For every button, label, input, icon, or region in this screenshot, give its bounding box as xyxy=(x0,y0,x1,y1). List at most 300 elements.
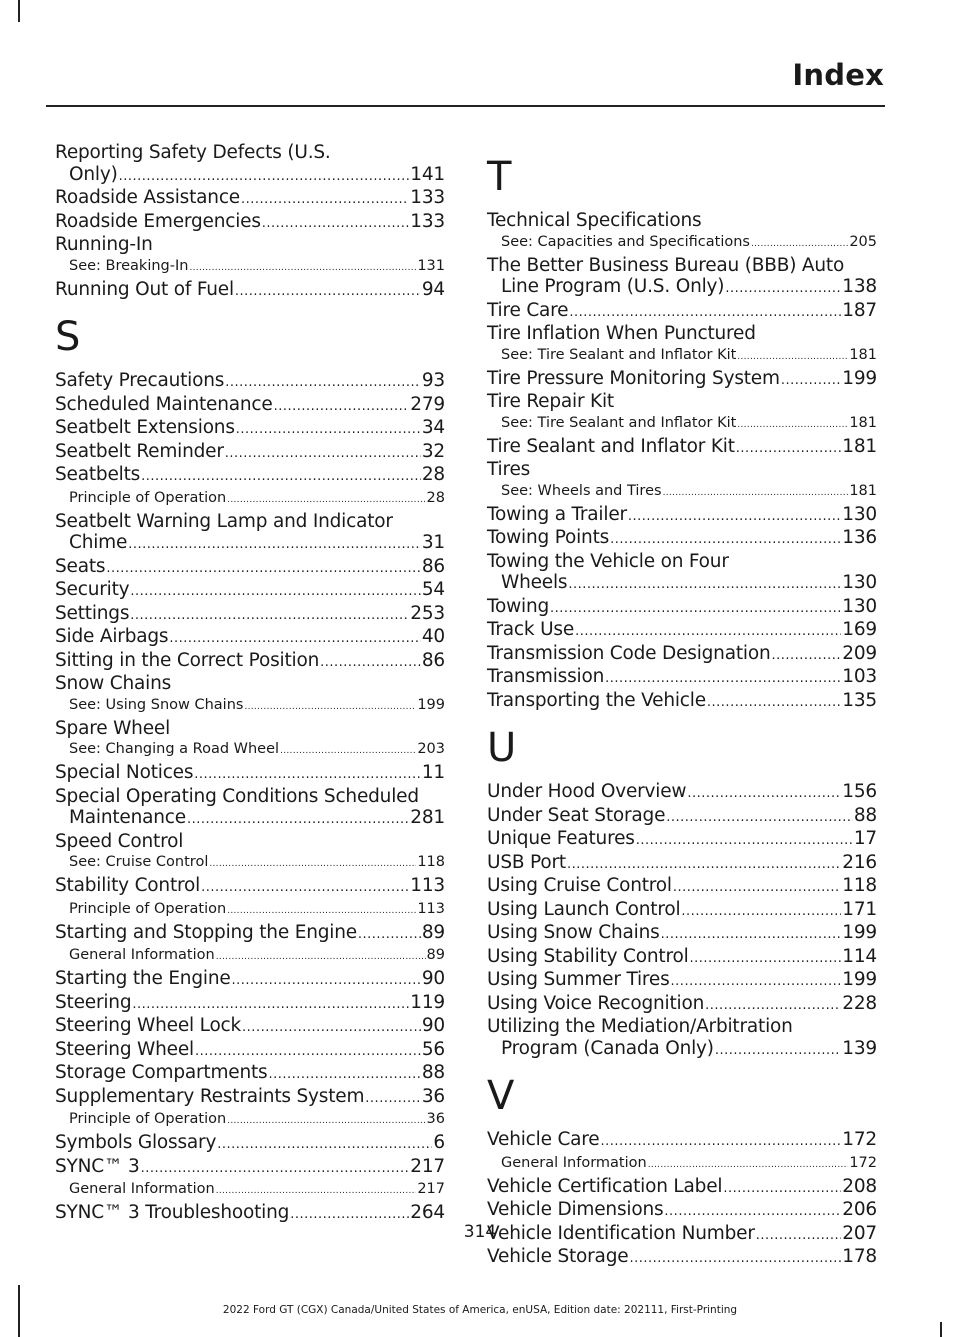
index-entry-line xyxy=(55,211,445,235)
index-heading xyxy=(487,210,877,232)
subentry-text: General Information xyxy=(69,1181,215,1197)
index-entry-line xyxy=(55,875,445,899)
subentry-page: 113 xyxy=(417,900,445,917)
leader-dots xyxy=(666,807,853,829)
leader-dots xyxy=(141,1158,410,1180)
index-subentry xyxy=(55,488,445,511)
index-entry-page: 17 xyxy=(853,828,877,849)
index-entry-first-line: Seatbelt Warning Lamp and Indicator xyxy=(55,510,393,532)
index-entry-text: Vehicle Dimensions xyxy=(487,1199,664,1220)
leader-dots xyxy=(736,438,842,460)
index-entry-line xyxy=(55,187,445,211)
index-entry-page: 90 xyxy=(421,968,445,989)
leader-dots xyxy=(241,189,409,211)
subentry-text: See: Using Snow Chains xyxy=(69,696,244,713)
subentry-page: 203 xyxy=(417,741,445,757)
crop-mark-bottom-right xyxy=(940,1322,942,1337)
index-entry-text: Seatbelt Extensions xyxy=(55,417,235,438)
index-entry xyxy=(487,690,877,714)
index-entry-line xyxy=(487,1038,877,1062)
index-heading xyxy=(55,234,445,256)
index-entry-text: Unique Features xyxy=(487,828,635,849)
index-entry-page: 94 xyxy=(421,278,445,300)
index-entry xyxy=(487,781,877,805)
index-entry-text: Starting and Stopping the Engine xyxy=(55,921,357,943)
index-entry xyxy=(55,1156,445,1180)
index-entry-line xyxy=(55,1132,445,1156)
index-entry-page: 136 xyxy=(842,527,877,548)
index-entry-text: Towing xyxy=(487,595,550,617)
leader-dots xyxy=(128,534,421,556)
index-entry xyxy=(487,805,877,829)
index-entry-line xyxy=(55,922,445,946)
section-letter: T xyxy=(487,154,512,200)
index-entry-page: 86 xyxy=(421,555,445,577)
leader-dots xyxy=(751,234,848,255)
index-entry-text: Transmission Code Designation xyxy=(487,642,771,664)
index-entry-text: Program (Canada Only) xyxy=(501,1037,714,1059)
leader-dots xyxy=(568,574,841,596)
index-heading-text: Spare Wheel xyxy=(55,717,171,739)
index-entry-line xyxy=(487,969,877,993)
index-subentry xyxy=(55,695,445,718)
index-entry-line xyxy=(55,762,445,786)
index-column-left xyxy=(55,142,445,1226)
leader-dots xyxy=(232,970,421,992)
index-entry-page: 206 xyxy=(842,1199,877,1220)
index-entry xyxy=(55,626,445,650)
leader-dots xyxy=(195,1041,421,1063)
leader-dots xyxy=(217,1134,432,1156)
index-entry-text: Roadside Emergencies xyxy=(55,210,261,232)
index-entry-line xyxy=(487,504,877,528)
index-entry-text: Vehicle Identification Number xyxy=(487,1222,755,1244)
index-entry-text: Storage Compartments xyxy=(55,1062,268,1083)
index-entry xyxy=(487,300,877,324)
index-entry-text: Supplementary Restraints System xyxy=(55,1085,365,1107)
subentry-text: General Information xyxy=(501,1154,647,1171)
index-entry-text: Using Stability Control xyxy=(487,945,689,967)
index-entry-page: 89 xyxy=(421,921,445,943)
leader-dots xyxy=(209,854,416,875)
index-entry-page: 172 xyxy=(842,1129,877,1150)
index-entry-text: Only) xyxy=(69,163,118,185)
subentry-page: 172 xyxy=(849,1154,877,1171)
index-entry-page: 34 xyxy=(421,417,445,438)
subentry-page: 205 xyxy=(849,233,877,250)
index-entry-text: Side Airbags xyxy=(55,626,169,647)
index-entry-line xyxy=(55,1015,445,1039)
leader-dots xyxy=(569,302,841,324)
index-entry-text: Seatbelts xyxy=(55,464,141,485)
leader-dots xyxy=(194,764,421,786)
index-heading xyxy=(55,831,445,853)
index-entry-text: Sitting in the Correct Position xyxy=(55,649,320,671)
index-entry-page: 86 xyxy=(421,649,445,671)
leader-dots xyxy=(687,783,841,805)
leader-dots xyxy=(225,372,421,394)
index-entry-text: Tire Sealant and Inflator Kit xyxy=(487,435,735,457)
leader-dots xyxy=(242,1017,421,1039)
subentry-text: See: Breaking-In xyxy=(69,257,189,274)
index-entry-text: Wheels xyxy=(501,572,568,593)
leader-dots xyxy=(365,1088,421,1110)
leader-dots xyxy=(201,877,409,899)
index-entry-text: Using Snow Chains xyxy=(487,922,660,943)
subentry-page: 217 xyxy=(417,1181,445,1197)
section-letter: S xyxy=(55,314,81,360)
index-entry-line xyxy=(487,643,877,667)
subentry-text: Principle of Operation xyxy=(69,900,227,917)
leader-dots xyxy=(781,370,841,392)
index-entry-text: Settings xyxy=(55,602,130,624)
subentry-text: See: Changing a Road Wheel xyxy=(69,741,280,757)
index-entry-line xyxy=(55,417,445,441)
index-entry xyxy=(55,922,445,946)
leader-dots xyxy=(358,924,421,946)
leader-dots xyxy=(169,628,421,650)
index-subentry xyxy=(487,1153,877,1176)
index-entry-text: Vehicle Care xyxy=(487,1129,600,1150)
index-entry-line xyxy=(487,993,877,1017)
index-entry xyxy=(55,417,445,441)
index-entry-line xyxy=(55,164,445,188)
index-entry-line xyxy=(487,922,877,946)
index-subentry xyxy=(487,232,877,255)
index-entry-page: 135 xyxy=(842,689,877,711)
index-entry-line xyxy=(55,1039,445,1063)
index-entry-line xyxy=(55,807,445,831)
index-entry xyxy=(487,1176,877,1200)
leader-dots xyxy=(119,166,410,188)
index-entry-line xyxy=(55,968,445,992)
leader-dots xyxy=(262,213,410,235)
leader-dots xyxy=(648,1155,849,1176)
index-entry xyxy=(487,551,877,596)
index-entry-line xyxy=(55,464,445,488)
leader-dots xyxy=(225,443,421,465)
index-entry-text: Towing Points xyxy=(487,527,610,548)
index-entry xyxy=(487,619,877,643)
index-entry-page: 118 xyxy=(842,875,877,896)
subentry-page: 181 xyxy=(849,414,877,431)
index-entry xyxy=(55,511,445,556)
index-entry-text: Special Notices xyxy=(55,762,194,783)
index-entry xyxy=(487,666,877,690)
index-entry-line xyxy=(487,805,877,829)
index-heading-text: Running-In xyxy=(55,234,153,255)
index-entry-line xyxy=(487,781,877,805)
index-entry-page: 40 xyxy=(421,626,445,647)
leader-dots xyxy=(216,947,426,968)
index-entry-line xyxy=(55,992,445,1016)
index-entry-line xyxy=(487,690,877,714)
index-entry xyxy=(55,1132,445,1156)
index-entry-text: Roadside Assistance xyxy=(55,187,240,208)
index-entry xyxy=(487,1246,877,1270)
index-subentry xyxy=(487,413,877,436)
subentry-page: 89 xyxy=(426,947,445,963)
index-heading-text: Snow Chains xyxy=(55,673,172,694)
index-entry-page: 36 xyxy=(421,1085,445,1107)
leader-dots xyxy=(664,1201,841,1223)
index-entry-page: 169 xyxy=(842,619,877,640)
index-entry-line xyxy=(55,394,445,418)
index-entry-text: Seats xyxy=(55,555,106,577)
leader-dots xyxy=(216,1181,417,1202)
leader-dots xyxy=(605,668,841,690)
index-entry-text: Steering Wheel xyxy=(55,1038,194,1060)
index-entry-page: 207 xyxy=(842,1222,877,1244)
leader-dots xyxy=(771,645,841,667)
index-entry-text: Chime xyxy=(69,532,128,553)
index-entry-page: 88 xyxy=(421,1062,445,1083)
subentry-text: See: Tire Sealant and Inflator Kit xyxy=(501,346,737,363)
index-entry xyxy=(55,786,445,831)
leader-dots xyxy=(661,924,842,946)
index-heading xyxy=(487,459,877,481)
index-entry-text: Steering xyxy=(55,991,132,1013)
leader-dots xyxy=(550,598,841,620)
index-entry xyxy=(55,142,445,187)
leader-dots xyxy=(130,581,420,603)
index-entry-page: 139 xyxy=(842,1037,877,1059)
index-entry xyxy=(55,464,445,488)
index-heading-text: Tire Repair Kit xyxy=(487,391,614,412)
index-entry-page: 130 xyxy=(842,572,877,593)
subentry-text: See: Tire Sealant and Inflator Kit xyxy=(501,414,737,431)
index-entry-page: 208 xyxy=(842,1175,877,1197)
index-entry-page: 113 xyxy=(410,875,445,896)
index-entry xyxy=(487,436,877,460)
subentry-text: See: Cruise Control xyxy=(69,854,209,870)
leader-dots xyxy=(737,347,848,368)
leader-dots xyxy=(628,506,841,528)
index-entry-line xyxy=(487,875,877,899)
index-entry-text: Vehicle Certification Label xyxy=(487,1175,723,1197)
index-entry-text: Tire Care xyxy=(487,299,569,321)
index-subentry xyxy=(487,481,877,504)
index-entry-page: 281 xyxy=(410,807,445,828)
index-entry-page: 130 xyxy=(842,595,877,617)
index-entry-line xyxy=(487,436,877,460)
leader-dots xyxy=(567,854,841,876)
subentry-text: See: Wheels and Tires xyxy=(501,482,662,499)
page-number: 314 xyxy=(463,1222,497,1242)
index-entry xyxy=(487,504,877,528)
index-heading xyxy=(487,391,877,413)
subentry-page: 181 xyxy=(849,346,877,363)
index-column-right xyxy=(487,142,877,1270)
index-entry-page: 138 xyxy=(842,276,877,297)
leader-dots xyxy=(244,697,416,718)
index-entry-page: 130 xyxy=(842,503,877,525)
index-entry xyxy=(487,875,877,899)
index-entry-text: Starting the Engine xyxy=(55,968,231,989)
index-entry-line xyxy=(487,828,877,852)
index-entry xyxy=(487,969,877,993)
index-entry-page: 31 xyxy=(421,532,445,553)
index-entry-line xyxy=(55,279,445,303)
leader-dots xyxy=(671,971,842,993)
index-entry-line xyxy=(487,666,877,690)
index-entry-text: Using Voice Recognition xyxy=(487,992,705,1014)
index-subentry xyxy=(55,899,445,922)
index-entry-page: 209 xyxy=(842,642,877,664)
index-entry xyxy=(487,899,877,923)
subentry-page: 181 xyxy=(849,482,877,499)
index-entry-page: 133 xyxy=(410,210,445,232)
index-entry-page: 217 xyxy=(410,1155,445,1177)
index-entry-text: USB Port xyxy=(487,851,566,873)
index-entry-page: 114 xyxy=(842,945,877,967)
index-heading-text: Technical Specifications xyxy=(487,210,702,231)
index-entry-line xyxy=(487,596,877,620)
leader-dots xyxy=(106,558,421,580)
index-entry-text: Towing a Trailer xyxy=(487,503,627,525)
crop-mark-top-left xyxy=(18,0,20,22)
index-entry-text: Under Hood Overview xyxy=(487,781,687,802)
index-entry-page: 199 xyxy=(842,969,877,990)
index-entry xyxy=(487,1129,877,1153)
index-entry-first-line: Utilizing the Mediation/Arbitration xyxy=(487,1016,793,1037)
index-entry-line xyxy=(55,1062,445,1086)
index-entry-page: 11 xyxy=(421,762,445,783)
page-title: Index xyxy=(792,58,884,92)
index-entry xyxy=(55,279,445,303)
index-entry xyxy=(487,596,877,620)
index-entry xyxy=(55,1086,445,1110)
index-subentry xyxy=(55,256,445,279)
index-subentry xyxy=(55,1109,445,1132)
index-entry-line xyxy=(487,619,877,643)
index-entry xyxy=(55,370,445,394)
leader-dots xyxy=(227,901,416,922)
index-entry-line xyxy=(487,1199,877,1223)
leader-dots xyxy=(189,258,416,279)
index-entry-line xyxy=(487,946,877,970)
index-entry xyxy=(55,968,445,992)
subentry-text: Principle of Operation xyxy=(69,1111,227,1127)
index-entry-page: 90 xyxy=(421,1015,445,1036)
leader-dots xyxy=(130,605,409,627)
index-entry xyxy=(55,579,445,603)
index-entry-line xyxy=(55,626,445,650)
index-entry xyxy=(55,211,445,235)
index-entry xyxy=(487,993,877,1017)
leader-dots xyxy=(737,415,848,436)
index-entry-text: Steering Wheel Lock xyxy=(55,1015,242,1036)
index-entry-line xyxy=(487,1246,877,1270)
index-entry-page: 119 xyxy=(410,991,445,1013)
index-entry-text: Using Launch Control xyxy=(487,898,681,920)
index-entry xyxy=(55,556,445,580)
index-entry-line xyxy=(55,603,445,627)
leader-dots xyxy=(575,621,841,643)
index-entry-first-line: Special Operating Conditions Scheduled xyxy=(55,785,419,807)
index-entry-line xyxy=(487,572,877,596)
index-entry-text: Seatbelt Reminder xyxy=(55,440,224,462)
leader-dots xyxy=(600,1131,841,1153)
index-entry-line xyxy=(487,1176,877,1200)
index-entry xyxy=(55,875,445,899)
leader-dots xyxy=(690,948,842,970)
index-entry-page: 56 xyxy=(421,1038,445,1060)
index-entry-page: 88 xyxy=(853,804,877,826)
header-divider xyxy=(46,105,885,107)
index-entry-text: Vehicle Storage xyxy=(487,1246,629,1267)
index-entry-line xyxy=(55,556,445,580)
index-entry-page: 181 xyxy=(842,435,877,457)
leader-dots xyxy=(227,490,425,511)
index-entry-page: 133 xyxy=(410,187,445,208)
index-entry-line xyxy=(487,368,877,392)
edition-footer: 2022 Ford GT (CGX) Canada/United States of America, enUSA, Edition date: 202111, First-Printing xyxy=(222,1304,738,1316)
leader-dots xyxy=(629,1248,841,1270)
leader-dots xyxy=(132,994,409,1016)
index-entry xyxy=(487,643,877,667)
subentry-text: See: Capacities and Specifications xyxy=(501,233,750,250)
index-entry-page: 279 xyxy=(410,393,445,415)
index-entry-text: Safety Precautions xyxy=(55,370,225,391)
index-subentry xyxy=(55,852,445,875)
index-entry-text: Maintenance xyxy=(69,807,186,828)
index-entry-page: 54 xyxy=(421,579,445,600)
index-entry xyxy=(55,1039,445,1063)
leader-dots xyxy=(227,1111,425,1132)
index-entry-line xyxy=(55,370,445,394)
index-entry-page: 93 xyxy=(421,370,445,391)
index-entry-page: 141 xyxy=(410,163,445,185)
index-entry-page: 216 xyxy=(842,851,877,873)
index-entry xyxy=(55,603,445,627)
subentry-page: 131 xyxy=(417,257,445,274)
index-heading xyxy=(487,323,877,345)
index-heading xyxy=(55,673,445,695)
subentry-page: 36 xyxy=(426,1111,445,1127)
index-entry-text: SYNC™ 3 xyxy=(55,1155,140,1177)
leader-dots xyxy=(320,652,421,674)
index-heading xyxy=(55,718,445,740)
index-entry-text: Transporting the Vehicle xyxy=(487,689,706,711)
index-subentry xyxy=(55,945,445,968)
index-entry xyxy=(487,255,877,300)
index-entry-line xyxy=(55,650,445,674)
index-entry-page: 28 xyxy=(421,464,445,485)
index-entry xyxy=(55,650,445,674)
index-entry xyxy=(55,1015,445,1039)
index-subentry xyxy=(487,345,877,368)
subentry-page: 118 xyxy=(417,854,445,870)
index-entry-line xyxy=(55,532,445,556)
leader-dots xyxy=(268,1064,420,1086)
index-subentry xyxy=(55,739,445,762)
subentry-text: General Information xyxy=(69,947,215,963)
index-entry-text: SYNC™ 3 Troubleshooting xyxy=(55,1202,290,1223)
index-entry-line xyxy=(55,1086,445,1110)
leader-dots xyxy=(723,1178,841,1200)
index-entry-text: Line Program (U.S. Only) xyxy=(501,276,725,297)
index-entry-page: 171 xyxy=(842,898,877,920)
index-entry xyxy=(487,368,877,392)
index-entry-page: 199 xyxy=(842,922,877,943)
index-entry-page: 228 xyxy=(842,992,877,1014)
index-entry-text: Security xyxy=(55,579,130,600)
index-entry-page: 264 xyxy=(410,1202,445,1223)
index-entry-line xyxy=(487,852,877,876)
index-entry-line xyxy=(55,1156,445,1180)
index-entry-line xyxy=(487,527,877,551)
